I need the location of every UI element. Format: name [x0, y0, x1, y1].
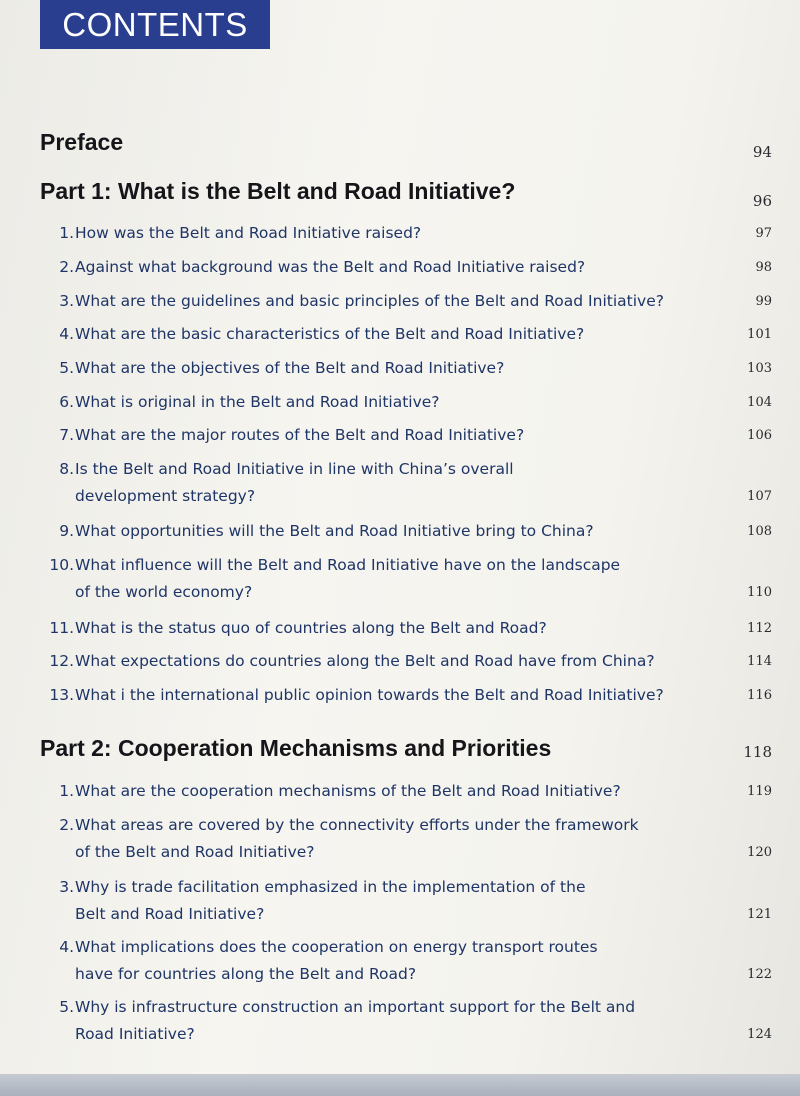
toc-entry-number: 12.	[49, 652, 74, 670]
toc-entry-page-number: 104	[747, 395, 772, 410]
preface-page-number: 94	[752, 143, 772, 161]
toc-entry-page-number: 121	[747, 907, 772, 922]
toc-entry[interactable]	[40, 812, 772, 866]
toc-entry-page-number: 103	[747, 361, 772, 376]
toc-entry[interactable]	[40, 682, 772, 709]
toc-entry-title: What are the guidelines and basic principles of the Belt and Road Initiative?	[75, 292, 664, 310]
toc-entry-title: Against what background was the Belt and Road Initiative raised?	[75, 258, 586, 276]
toc-entry-title: Why is infrastructure construction an important support for the Belt and	[75, 998, 636, 1016]
part1-title: Part 1: What is the Belt and Road Initiative?	[40, 178, 516, 204]
toc-entry-number: 3.	[59, 292, 74, 310]
toc-entry-number: 13.	[49, 686, 74, 704]
toc-entry[interactable]	[40, 778, 772, 805]
toc-entry[interactable]	[40, 994, 772, 1048]
toc-entry-number: 7.	[59, 426, 74, 444]
toc-entry-number: 11.	[49, 619, 74, 637]
toc-entry[interactable]	[40, 355, 772, 382]
toc-entry-page-number: 97	[755, 226, 772, 241]
toc-entry-title: What influence will the Belt and Road Initiative have on the landscape	[75, 556, 621, 574]
toc-entry-title: What i the international public opinion towards the Belt and Road Initiative?	[75, 686, 664, 704]
toc-entry[interactable]	[40, 288, 772, 315]
toc-entry-page-number: 107	[747, 489, 772, 504]
part1-heading[interactable]	[40, 177, 772, 210]
toc-entry[interactable]	[40, 254, 772, 281]
toc-entry-page-number: 116	[747, 688, 772, 703]
toc-entry[interactable]	[40, 422, 772, 449]
toc-entry-title: What is original in the Belt and Road Initiative?	[75, 393, 440, 411]
toc-entry[interactable]	[40, 389, 772, 416]
toc-entry-title: What implications does the cooperation on energy transport routes	[75, 938, 598, 956]
toc-entry-page-number: 98	[755, 260, 772, 275]
toc-entry[interactable]	[40, 518, 772, 545]
preface-label: Preface	[40, 129, 124, 155]
toc-entry-page-number: 108	[747, 524, 772, 539]
contents-title: CONTENTS	[62, 6, 248, 43]
toc-entry-title: What are the objectives of the Belt and Road Initiative?	[75, 359, 505, 377]
toc-entry-title: What is the status quo of countries along the Belt and Road?	[75, 619, 547, 637]
toc-entry-page-number: 114	[747, 654, 772, 669]
toc-entry-number: 2.	[59, 816, 74, 834]
toc-entry[interactable]	[40, 615, 772, 642]
contents-title-box	[40, 0, 270, 49]
toc-entry-title: have for countries along the Belt and Road?	[75, 965, 417, 983]
toc-entry-page-number: 112	[747, 621, 772, 636]
toc-entry-number: 2.	[59, 258, 74, 276]
toc-entry[interactable]	[40, 456, 772, 510]
toc-entry[interactable]	[40, 648, 772, 675]
toc-entry[interactable]	[40, 874, 772, 928]
toc-entry-title: What opportunities will the Belt and Road Initiative bring to China?	[75, 522, 594, 540]
preface-heading[interactable]	[40, 128, 772, 161]
toc-entry[interactable]	[40, 220, 772, 247]
toc-entry-number: 8.	[59, 460, 74, 478]
toc-entry-title: of the Belt and Road Initiative?	[75, 843, 315, 861]
toc-entry-title: What expectations do countries along the Belt and Road have from China?	[75, 652, 655, 670]
toc-entry-number: 1.	[59, 224, 74, 242]
toc-entry-number: 5.	[59, 998, 74, 1016]
toc-entry-title: How was the Belt and Road Initiative raised?	[75, 224, 422, 242]
toc-entry-number: 10.	[49, 556, 74, 574]
toc-entry[interactable]	[40, 552, 772, 606]
toc-entry-title: What are the major routes of the Belt and Road Initiative?	[75, 426, 525, 444]
toc-entry-title: Is the Belt and Road Initiative in line with China’s overall	[75, 460, 514, 478]
toc-entry-title: Why is trade facilitation emphasized in the implementation of the	[75, 878, 586, 896]
page-bottom-edge	[0, 1074, 800, 1096]
toc-entry-number: 5.	[59, 359, 74, 377]
toc-entry[interactable]	[40, 934, 772, 988]
toc-entry-page-number: 101	[747, 327, 772, 342]
part2-page-number: 118	[743, 743, 772, 761]
toc-entry-page-number: 119	[747, 784, 772, 799]
toc-entry[interactable]	[40, 321, 772, 348]
toc-entry-number: 6.	[59, 393, 74, 411]
part2-heading[interactable]	[40, 734, 772, 762]
toc-entry-number: 9.	[59, 522, 74, 540]
part2-title: Part 2: Cooperation Mechanisms and Priorities	[40, 735, 552, 761]
toc-entry-page-number: 110	[747, 585, 772, 600]
toc-entry-title: of the world economy?	[75, 583, 253, 601]
toc-entry-number: 1.	[59, 782, 74, 800]
toc-entry-title: What are the cooperation mechanisms of the Belt and Road Initiative?	[75, 782, 621, 800]
toc-entry-number: 4.	[59, 938, 74, 956]
toc-entry-title: Road Initiative?	[75, 1025, 195, 1043]
toc-entry-page-number: 106	[747, 428, 772, 443]
toc-entry-title: development strategy?	[75, 487, 256, 505]
toc-entry-title: What areas are covered by the connectivity efforts under the framework	[75, 816, 639, 834]
toc-entry-page-number: 124	[747, 1027, 772, 1042]
toc-entry-page-number: 122	[747, 967, 772, 982]
toc-entry-number: 4.	[59, 325, 74, 343]
toc-entry-title: What are the basic characteristics of the Belt and Road Initiative?	[75, 325, 585, 343]
toc-entry-title: Belt and Road Initiative?	[75, 905, 265, 923]
toc-entry-number: 3.	[59, 878, 74, 896]
part1-page-number: 96	[752, 192, 772, 210]
toc-entry-page-number: 120	[747, 845, 772, 860]
toc-entry-page-number: 99	[755, 294, 772, 309]
